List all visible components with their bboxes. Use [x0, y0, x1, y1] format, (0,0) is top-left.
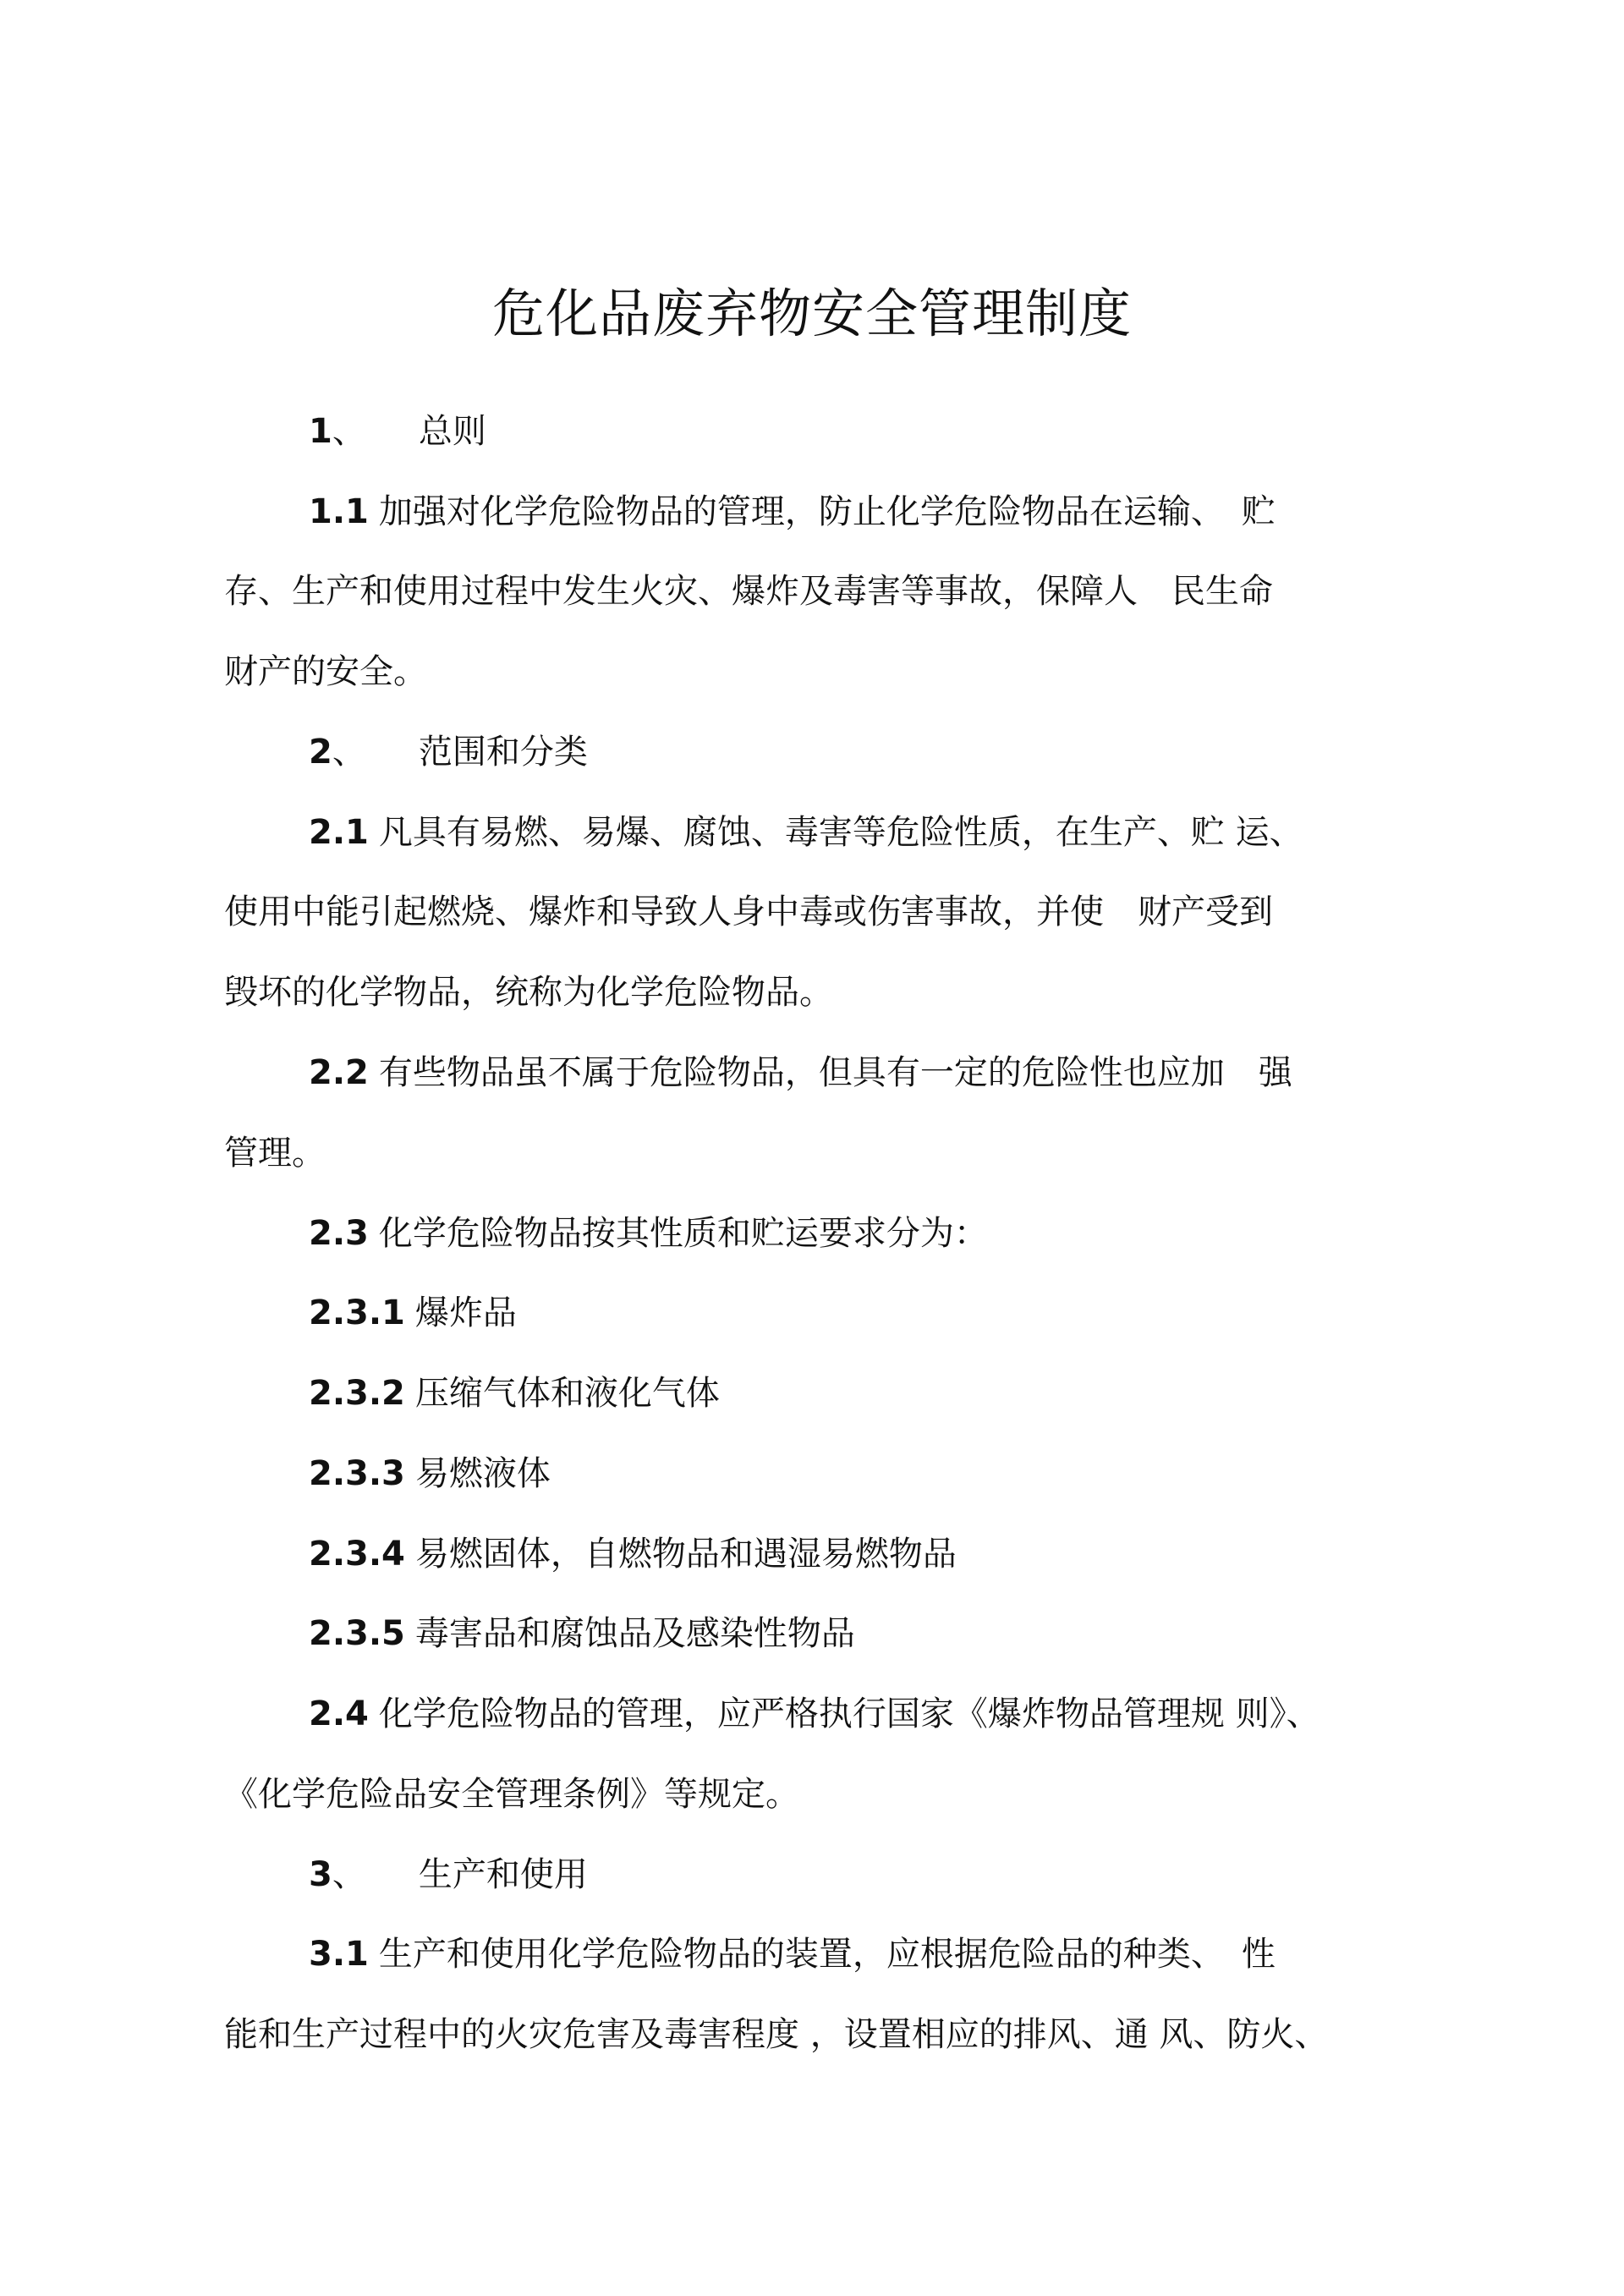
- list-item-text: 爆炸品: [414, 1294, 517, 1332]
- paragraph-line: [309, 1049, 1292, 1096]
- clause-number: 2.3.3: [309, 1454, 405, 1493]
- section-heading-2: [309, 728, 588, 776]
- list-item: [309, 1610, 855, 1657]
- list-item: [309, 1530, 957, 1578]
- paragraph-continuation: 财产的安全。: [224, 652, 427, 691]
- clause-number: 2.3.2: [309, 1374, 405, 1413]
- paragraph-continuation: 《化学危险品安全管理条例》等规定。: [224, 1775, 799, 1814]
- paragraph-continuation: 毁坏的化学物品，统称为化学危险物品。: [224, 973, 833, 1012]
- list-item: [309, 1370, 720, 1417]
- clause-number: 2.2: [309, 1053, 369, 1092]
- clause-number: 2.3.4: [309, 1535, 405, 1574]
- list-item-text: 压缩气体和液化气体: [414, 1374, 720, 1413]
- list-item: [309, 1289, 517, 1337]
- section-heading-1: [309, 408, 486, 455]
- paragraph-text: 化学危险物品按其性质和贮运要求分为：: [378, 1214, 988, 1253]
- paragraph-text: 化学危险物品的管理，应严格执行国家《爆炸物品管理规 则》、: [378, 1695, 1320, 1733]
- list-item-text: 易燃液体: [414, 1454, 551, 1493]
- paragraph-continuation: 管理。: [224, 1134, 326, 1173]
- list-item: [309, 1450, 551, 1497]
- paragraph-line: [309, 1690, 1320, 1738]
- section-heading-3: [309, 1851, 588, 1898]
- paragraph-continuation: 使用中能引起燃烧、爆炸和导致人身中毒或伤害事故，并使 财产受到: [224, 893, 1273, 931]
- clause-number: 2.1: [309, 813, 369, 852]
- section-separator: 、: [332, 412, 366, 451]
- document-title: 危化品废弃物安全管理制度: [491, 283, 1132, 344]
- section-number: 3: [309, 1855, 332, 1894]
- paragraph-text: 有些物品虽不属于危险物品，但具有一定的危险性也应加 强: [378, 1053, 1292, 1092]
- paragraph-text: 凡具有易燃、易爆、腐蚀、毒害等危险性质，在生产、贮 运、: [378, 813, 1303, 852]
- section-title: 总则: [418, 412, 486, 451]
- clause-number: 2.3.5: [309, 1614, 405, 1653]
- clause-number: 2.3: [309, 1214, 369, 1253]
- clause-number: 1.1: [309, 492, 369, 531]
- section-title: 生产和使用: [418, 1855, 588, 1894]
- paragraph-line: [309, 1210, 988, 1257]
- section-separator: 、: [332, 1855, 366, 1894]
- paragraph-line: [309, 488, 1276, 536]
- paragraph-continuation: 存、生产和使用过程中发生火灾、爆炸及毒害等事故，保障人 民生命: [224, 572, 1273, 611]
- paragraph-continuation: 能和生产过程中的火灾危害及毒害程度 ，设置相应的排风、通 风、防火、: [224, 2015, 1329, 2054]
- paragraph-line: [309, 1931, 1276, 1978]
- section-title: 范围和分类: [418, 733, 588, 772]
- paragraph-text: 加强对化学危险物品的管理，防止化学危险物品在运输、 贮: [378, 492, 1276, 531]
- list-item-text: 毒害品和腐蚀品及感染性物品: [414, 1614, 855, 1653]
- paragraph-line: [309, 809, 1303, 856]
- paragraph-text: 生产和使用化学危险物品的装置，应根据危险品的种类、 性: [378, 1935, 1276, 1974]
- clause-number: 2.3.1: [309, 1294, 405, 1332]
- list-item-text: 易燃固体，自燃物品和遇湿易燃物品: [414, 1535, 957, 1574]
- section-number: 2: [309, 733, 332, 772]
- section-number: 1: [309, 412, 332, 451]
- clause-number: 2.4: [309, 1695, 369, 1733]
- clause-number: 3.1: [309, 1935, 369, 1974]
- section-separator: 、: [332, 733, 366, 772]
